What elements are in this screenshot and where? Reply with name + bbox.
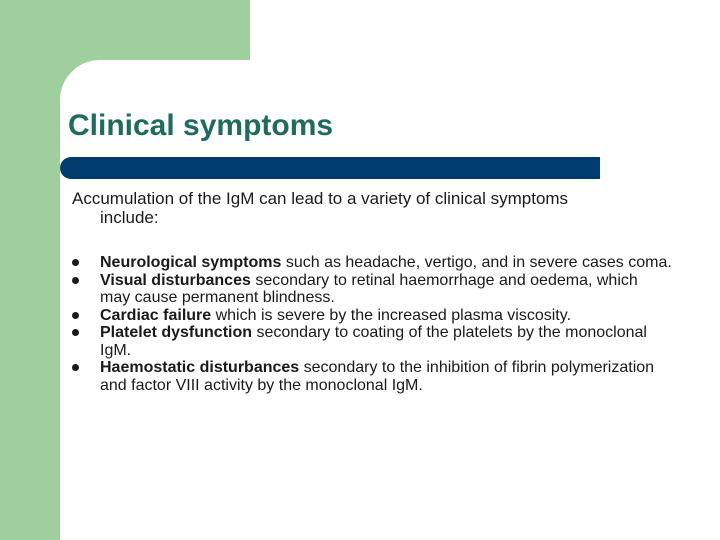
symptom-description: secondary to retinal haemorrhage and oedema, which may cause permanent blindness. xyxy=(100,271,638,306)
intro-line-1: Accumulation of the IgM can lead to a variety of clinical symptoms xyxy=(72,189,569,208)
symptom-description: which is severe by the increased plasma viscosity. xyxy=(211,306,572,324)
symptom-description: such as headache, vertigo, and in severe cases coma. xyxy=(281,254,672,271)
bullet-dot-icon xyxy=(72,329,79,336)
bullet-dot-icon xyxy=(72,312,79,319)
list-item xyxy=(72,359,672,394)
list-item xyxy=(72,307,672,325)
symptom-list xyxy=(72,254,672,394)
symptom-term: Haemostatic disturbances xyxy=(100,359,300,376)
intro-line-2: include: xyxy=(100,208,159,227)
bullet-dot-icon xyxy=(72,259,79,266)
symptom-term: Platelet dysfunction xyxy=(100,324,253,341)
list-item xyxy=(72,324,672,359)
symptom-description: secondary to coating of the platelets by the monoclonal IgM. xyxy=(100,324,647,359)
list-item xyxy=(72,254,672,272)
bullet-dot-icon xyxy=(72,277,79,284)
title-underline-bar xyxy=(60,157,600,179)
symptom-term: Neurological symptoms xyxy=(100,254,282,271)
symptom-description: secondary to the inhibition of fibrin polymerization and factor VIII activity by the monoclonal IgM. xyxy=(100,359,655,394)
symptom-term: Cardiac failure xyxy=(100,306,212,324)
list-item xyxy=(72,272,672,307)
bullet-dot-icon xyxy=(72,364,79,371)
symptom-term: Visual disturbances xyxy=(100,271,251,289)
intro-paragraph xyxy=(72,189,682,227)
slide-title: Clinical symptoms xyxy=(68,109,334,142)
